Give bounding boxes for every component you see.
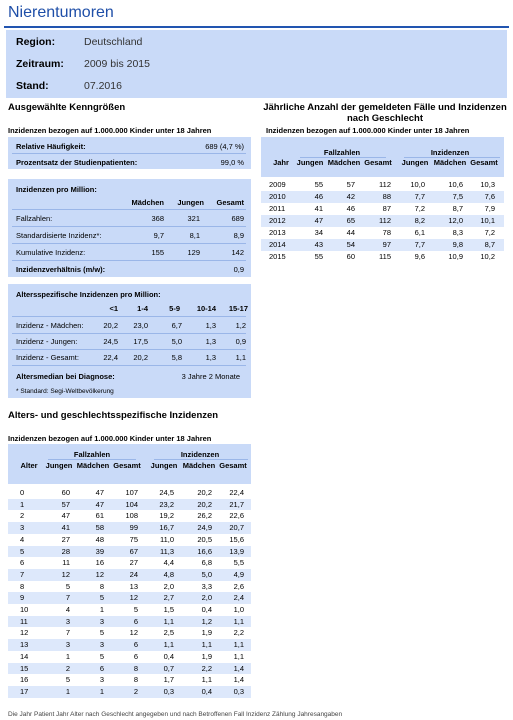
row-divider: [12, 316, 246, 317]
age-sex-cell: 41: [61, 523, 70, 533]
annual-cell: 88: [382, 192, 391, 201]
col-header-gesamt: Gesamt: [216, 198, 244, 207]
annual-row: [261, 227, 504, 239]
age-row-maedchen-label: Inzidenz - Mädchen:: [16, 321, 84, 330]
age-sex-cell: 24: [129, 569, 138, 579]
annual-cell: 55: [314, 252, 323, 261]
fallzahlen-jungen: 321: [187, 214, 200, 223]
age-sex-cell: 47: [61, 511, 70, 521]
age-sex-row: [8, 569, 251, 581]
age-sex-col: Mädchen: [76, 461, 110, 470]
age-sex-cell: 57: [61, 499, 70, 509]
annual-row: [261, 251, 504, 263]
age-sex-cell: 3: [99, 675, 104, 685]
age-row-gesamt-val: 22,4: [103, 353, 118, 362]
age-sex-cell: 6: [133, 640, 138, 650]
age-sex-cell: 1,9: [201, 651, 212, 661]
standardized-label: Standardisierte Inzidenz*:: [16, 231, 102, 240]
relative-frequency-value: 689 (4,7 %): [205, 142, 244, 151]
age-sex-cell: 11: [20, 616, 28, 626]
age-sex-cell: 0,3: [233, 686, 244, 696]
stand-value: 07.2016: [84, 80, 122, 92]
age-sex-cell: 9: [20, 593, 25, 603]
per-million-title: Inzidenzen pro Million:: [16, 185, 97, 194]
age-sex-cell: 11,3: [159, 546, 174, 556]
fallzahlen-label: Fallzahlen:: [16, 214, 53, 223]
annual-cell: 55: [314, 180, 323, 189]
age-sex-cell: 1,5: [163, 605, 174, 614]
annual-cell: 2012: [269, 216, 286, 225]
annual-cell: 8,3: [452, 228, 463, 237]
annual-row: [261, 203, 504, 215]
annual-cell: 7,7: [414, 240, 425, 249]
annual-subtitle: Inzidenzen bezogen auf 1.000.000 Kinder unter 18 Jahren: [266, 126, 470, 135]
age-sex-cell: 1: [65, 651, 70, 661]
age-sex-cell: 2,4: [233, 593, 244, 603]
age-sex-cell: 104: [125, 499, 138, 509]
age-sex-cell: 1,2: [201, 616, 212, 626]
age-sex-row: [8, 487, 251, 499]
age-sex-cell: 20,2: [197, 499, 212, 509]
annual-cell: 9,6: [414, 252, 425, 261]
row-divider: [12, 365, 246, 366]
age-row-jungen-val: 17,5: [133, 337, 148, 346]
age-sex-cell: 12: [20, 628, 29, 638]
age-sex-cell: 13: [20, 640, 29, 650]
annual-col: Jungen: [296, 158, 324, 167]
age-sex-cell: 1,1: [233, 640, 244, 650]
age-sex-cell: 1,4: [233, 663, 244, 673]
age-sex-cell: 8: [133, 675, 138, 685]
standardized-jungen: 8,1: [189, 231, 200, 240]
age-sex-cell: 2,2: [201, 663, 212, 673]
age-sex-cell: 27: [129, 558, 138, 568]
cumulative-maedchen: 155: [151, 248, 164, 257]
age-sex-cell: 8: [133, 663, 138, 673]
age-sex-cell: 10: [20, 605, 29, 614]
age-sex-cell: 48: [95, 534, 104, 544]
age-sex-col: Alter: [20, 461, 38, 470]
annual-col: Jungen: [401, 158, 429, 167]
age-col-10-14: 10-14: [196, 304, 216, 313]
age-sex-cell: 12: [95, 569, 104, 579]
annual-col: Gesamt: [470, 158, 498, 167]
age-sex-cell: 0: [20, 488, 25, 497]
age-sex-cell: 75: [129, 534, 138, 544]
age-row-jungen-val: 0,9: [235, 337, 246, 346]
age-sex-cell: 1: [65, 686, 70, 696]
age-sex-col: Mädchen: [182, 461, 216, 470]
age-sex-cell: 12: [129, 593, 138, 603]
annual-cell: 12,0: [448, 216, 463, 225]
age-sex-cell: 0,4: [163, 651, 174, 661]
annual-row: [261, 215, 504, 227]
age-sex-cell: 5: [65, 581, 70, 591]
age-sex-cell: 19,2: [159, 511, 174, 521]
age-sex-cell: 20,5: [197, 534, 212, 544]
bottom-text: Die Jahr Patient Jahr Alter nach Geschlecht angegeben und nach Betroffenen Fall Inzidenz Zählung Jahresangaben: [8, 711, 343, 718]
annual-cell: 6,1: [414, 228, 425, 237]
age-sex-cell: 11,0: [159, 534, 174, 544]
age-sex-col: Jungen: [45, 461, 73, 470]
annual-cell: 2009: [269, 180, 286, 189]
age-sex-row: [8, 686, 251, 698]
kenngroessen-title: Ausgewählte Kenngrößen: [8, 102, 126, 113]
age-sex-cell: 8: [20, 581, 25, 591]
annual-cell: 43: [314, 240, 323, 249]
age-sex-cell: 2: [20, 511, 25, 521]
age-sex-cell: 7: [20, 569, 25, 579]
relative-frequency-label: Relative Häufigkeit:: [16, 142, 86, 151]
age-sex-row: [8, 557, 251, 569]
median-value: 3 Jahre 2 Monate: [181, 372, 240, 381]
annual-row: [261, 239, 504, 251]
study-percent-value: 99,0 %: [220, 158, 244, 167]
age-sex-cell: 1,1: [201, 640, 212, 650]
age-sex-cell: 21,7: [229, 499, 244, 509]
age-sex-cell: 2,5: [163, 628, 174, 638]
age-sex-row: [8, 592, 251, 604]
fallzahlen-gesamt: 689: [231, 214, 244, 223]
age-sex-cell: 6,8: [201, 558, 212, 568]
age-sex-cell: 16: [95, 558, 104, 568]
age-sex-cell: 1: [99, 605, 104, 614]
age-sex-cell: 39: [95, 546, 104, 556]
age-sex-cell: 0,7: [163, 663, 174, 673]
age-sex-cell: 2: [65, 663, 70, 673]
row-divider: [12, 243, 246, 244]
age-row-jungen-val: 24,5: [103, 337, 118, 346]
age-sex-cell: 22,6: [229, 511, 244, 521]
cumulative-gesamt: 142: [231, 248, 244, 257]
age-sex-cell: 22,4: [229, 488, 244, 497]
annual-cell: 42: [346, 192, 355, 201]
age-sex-cell: 24,5: [159, 488, 174, 497]
age-sex-cell: 2: [133, 686, 138, 696]
footnote: * Standard: Segi-Weltbevölkerung: [16, 388, 114, 395]
zeitraum-label: Zeitraum:: [16, 58, 64, 70]
annual-group-fallzahlen: Fallzahlen: [323, 148, 361, 157]
annual-group-inzidenzen: Inzidenzen: [430, 148, 470, 157]
age-row-gesamt-val: 1,1: [235, 353, 246, 362]
annual-cell: 60: [346, 252, 355, 261]
cumulative-jungen: 129: [187, 248, 200, 257]
annual-cell: 112: [379, 216, 391, 225]
age-row-jungen-val: 5,0: [171, 337, 182, 346]
age-sex-cell: 1,1: [233, 651, 244, 661]
age-sex-col: Gesamt: [219, 461, 247, 470]
annual-cell: 7,6: [484, 192, 495, 201]
age-row-maedchen-val: 1,3: [205, 321, 216, 330]
age-sex-cell: 5: [133, 605, 138, 614]
annual-row: [261, 179, 504, 191]
age-sex-cell: 2,6: [233, 581, 244, 591]
age-sex-cell: 5,5: [233, 558, 244, 568]
age-col-15-17: 15-17: [228, 304, 248, 313]
annual-cell: 10,2: [480, 252, 495, 261]
age-sex-row: [8, 604, 251, 616]
age-sex-cell: 3: [65, 616, 70, 626]
age-sex-cell: 4,4: [163, 558, 174, 568]
annual-col: Gesamt: [364, 158, 392, 167]
annual-cell: 41: [314, 204, 323, 213]
age-sex-cell: 3: [99, 640, 104, 650]
annual-cell: 2011: [269, 204, 286, 213]
age-sex-cell: 5: [65, 675, 70, 685]
age-sex-title: Alters- und geschlechtsspezifische Inzidenzen: [8, 410, 219, 421]
age-sex-cell: 108: [125, 511, 138, 521]
age-sex-cell: 99: [129, 523, 138, 533]
age-sex-row: [8, 510, 251, 522]
row-divider: [12, 153, 246, 154]
age-sex-cell: 5: [99, 628, 104, 638]
annual-row: [261, 191, 504, 203]
age-sex-cell: 1,1: [233, 616, 244, 626]
age-sex-group-inzidenzen: Inzidenzen: [180, 450, 220, 459]
annual-cell: 2010: [269, 192, 286, 201]
col-header-maedchen: Mädchen: [131, 198, 164, 207]
age-sex-cell: 28: [61, 546, 70, 556]
age-sex-subtitle: Inzidenzen bezogen auf 1.000.000 Kinder unter 18 Jahren: [8, 434, 212, 443]
age-sex-cell: 3,3: [201, 581, 212, 591]
age-row-gesamt-val: 5,8: [171, 353, 182, 362]
age-sex-cell: 1: [99, 686, 104, 696]
group-underline: [48, 459, 136, 460]
age-sex-cell: 17: [20, 686, 29, 696]
annual-cell: 7,2: [484, 228, 495, 237]
age-sex-row: [8, 651, 251, 663]
age-sex-cell: 24,9: [197, 523, 212, 533]
annual-cell: 9,8: [452, 240, 463, 249]
age-sex-cell: 4,9: [233, 569, 244, 579]
annual-cell: 112: [379, 180, 391, 189]
row-divider: [12, 226, 246, 227]
age-sex-row: [8, 627, 251, 639]
age-sex-row: [8, 522, 251, 534]
annual-cell: 7,7: [414, 192, 425, 201]
annual-cell: 10,3: [480, 180, 495, 189]
row-divider: [12, 260, 246, 261]
col-header-jungen: Jungen: [177, 198, 204, 207]
annual-cell: 7,9: [484, 204, 495, 213]
age-sex-cell: 47: [95, 499, 104, 509]
annual-cell: 8,7: [484, 240, 495, 249]
annual-cell: 10,0: [410, 180, 425, 189]
age-sex-cell: 3: [20, 523, 25, 533]
annual-cell: 44: [346, 228, 355, 237]
annual-cell: 2015: [269, 252, 286, 261]
annual-col: Mädchen: [433, 158, 467, 167]
row-divider: [12, 209, 246, 210]
age-sex-cell: 5: [99, 593, 104, 603]
kenngroessen-subtitle: Inzidenzen bezogen auf 1.000.000 Kinder unter 18 Jahren: [8, 126, 212, 135]
age-sex-cell: 5,0: [201, 569, 212, 579]
annual-cell: 115: [379, 252, 391, 261]
annual-cell: 46: [346, 204, 355, 213]
age-sex-cell: 61: [95, 511, 104, 521]
age-sex-cell: 20,7: [229, 523, 244, 533]
age-sex-cell: 4,8: [163, 569, 174, 579]
annual-col: Mädchen: [327, 158, 361, 167]
annual-cell: 7,5: [452, 192, 463, 201]
age-sex-cell: 58: [95, 523, 104, 533]
age-col-lt1: <1: [109, 304, 118, 313]
age-sex-cell: 1,7: [163, 675, 174, 685]
study-percent-label: Prozentsatz der Studienpatienten:: [16, 158, 138, 167]
age-sex-row: [8, 616, 251, 628]
age-row-jungen-label: Inzidenz - Jungen:: [16, 337, 78, 346]
annual-cell: 2014: [269, 240, 286, 249]
fallzahlen-maedchen: 368: [151, 214, 164, 223]
age-sex-cell: 3: [99, 616, 104, 626]
age-specific-title: Altersspezifische Inzidenzen pro Million:: [16, 290, 161, 299]
age-sex-row: [8, 663, 251, 675]
page-title: Nierentumoren: [8, 4, 114, 21]
age-col-1-4: 1-4: [137, 304, 148, 313]
annual-cell: 78: [382, 228, 391, 237]
age-sex-cell: 16,7: [159, 523, 174, 533]
age-sex-cell: 20,2: [197, 488, 212, 497]
age-sex-cell: 16: [20, 675, 29, 685]
age-row-jungen-val: 1,3: [205, 337, 216, 346]
age-sex-cell: 1,1: [163, 640, 174, 650]
age-sex-cell: 8: [99, 581, 104, 591]
age-sex-cell: 2,7: [163, 593, 174, 603]
annual-cell: 34: [314, 228, 323, 237]
age-sex-cell: 2,2: [233, 628, 244, 638]
age-sex-cell: 5: [99, 651, 104, 661]
annual-title: Jährliche Anzahl der gemeldeten Fälle und Inzidenzen nach Geschlecht: [263, 102, 507, 124]
age-sex-cell: 15,6: [229, 534, 244, 544]
age-sex-row: [8, 581, 251, 593]
annual-cell: 8,2: [414, 216, 425, 225]
age-sex-cell: 60: [61, 488, 70, 497]
annual-cell: 47: [314, 216, 323, 225]
age-sex-cell: 107: [125, 488, 138, 497]
title-divider: [4, 26, 509, 28]
age-sex-cell: 2,0: [201, 593, 212, 603]
age-sex-cell: 13: [129, 581, 138, 591]
age-col-5-9: 5-9: [169, 304, 180, 313]
age-sex-row: [8, 546, 251, 558]
age-sex-group-fallzahlen: Fallzahlen: [73, 450, 111, 459]
annual-col: Jahr: [273, 158, 289, 167]
age-sex-cell: 26,2: [197, 511, 212, 521]
age-sex-cell: 6: [133, 616, 138, 626]
age-row-maedchen-val: 6,7: [171, 321, 182, 330]
annual-cell: 54: [346, 240, 355, 249]
annual-cell: 57: [346, 180, 355, 189]
annual-cell: 65: [346, 216, 355, 225]
age-row-maedchen-val: 23,0: [133, 321, 148, 330]
age-row-maedchen-val: 20,2: [103, 321, 118, 330]
annual-cell: 10,9: [448, 252, 463, 261]
age-sex-cell: 47: [95, 488, 104, 497]
age-sex-cell: 13,9: [229, 546, 244, 556]
standardized-maedchen: 9,7: [153, 231, 164, 240]
age-sex-cell: 0,3: [163, 686, 174, 696]
age-sex-cell: 11: [62, 558, 70, 568]
row-divider: [12, 333, 246, 334]
median-label: Altersmedian bei Diagnose:: [16, 372, 115, 381]
annual-cell: 8,7: [452, 204, 463, 213]
age-sex-table-body: [8, 487, 251, 699]
row-divider: [12, 349, 246, 350]
age-sex-cell: 1,9: [201, 628, 212, 638]
age-sex-row: [8, 639, 251, 651]
age-sex-cell: 1,1: [163, 616, 174, 626]
age-sex-cell: 12: [129, 628, 138, 638]
cumulative-label: Kumulative Inzidenz:: [16, 248, 86, 257]
age-sex-cell: 1: [20, 499, 25, 509]
age-sex-cell: 67: [129, 546, 138, 556]
zeitraum-value: 2009 bis 2015: [84, 58, 150, 70]
annual-cell: 2013: [269, 228, 286, 237]
age-sex-cell: 6: [99, 663, 104, 673]
region-label: Region:: [16, 36, 56, 48]
age-sex-cell: 0,4: [201, 686, 212, 696]
age-sex-cell: 1,4: [233, 675, 244, 685]
age-sex-row: [8, 674, 251, 686]
age-sex-cell: 27: [61, 534, 70, 544]
age-sex-cell: 16,6: [197, 546, 212, 556]
age-sex-cell: 14: [20, 651, 29, 661]
age-row-gesamt-label: Inzidenz - Gesamt:: [16, 353, 79, 362]
annual-cell: 7,2: [414, 204, 425, 213]
age-sex-row: [8, 499, 251, 511]
age-sex-cell: 7: [65, 593, 70, 603]
age-sex-cell: 15: [20, 663, 29, 673]
age-row-gesamt-val: 20,2: [133, 353, 148, 362]
age-sex-col: Gesamt: [113, 461, 141, 470]
age-sex-cell: 6: [133, 651, 138, 661]
annual-table-body: [261, 179, 504, 264]
group-underline: [154, 459, 248, 460]
annual-cell: 97: [382, 240, 391, 249]
age-sex-cell: 0,4: [201, 605, 212, 614]
annual-cell: 10,1: [480, 216, 495, 225]
age-sex-cell: 2,0: [163, 581, 174, 591]
age-sex-cell: 3: [65, 640, 70, 650]
age-sex-col: Jungen: [150, 461, 178, 470]
annual-cell: 46: [314, 192, 323, 201]
age-sex-cell: 4: [65, 605, 70, 614]
standardized-gesamt: 8,9: [233, 231, 244, 240]
age-sex-cell: 1,1: [201, 675, 212, 685]
age-sex-cell: 23,2: [159, 499, 174, 509]
stand-label: Stand:: [16, 80, 49, 92]
age-sex-cell: 7: [65, 628, 70, 638]
region-value: Deutschland: [84, 36, 143, 48]
age-sex-row: [8, 534, 251, 546]
ratio-value: 0,9: [233, 265, 244, 274]
age-row-maedchen-val: 1,2: [235, 321, 246, 330]
annual-cell: 87: [382, 204, 391, 213]
age-sex-cell: 4: [20, 534, 25, 544]
ratio-label: Inzidenzverhältnis (m/w):: [16, 265, 106, 274]
age-row-gesamt-val: 1,3: [205, 353, 216, 362]
header-info-box: [6, 30, 507, 98]
age-sex-cell: 1,0: [233, 605, 244, 614]
age-sex-cell: 6: [20, 558, 25, 568]
annual-cell: 10,6: [448, 180, 463, 189]
age-sex-cell: 12: [61, 569, 70, 579]
age-sex-cell: 5: [20, 546, 25, 556]
